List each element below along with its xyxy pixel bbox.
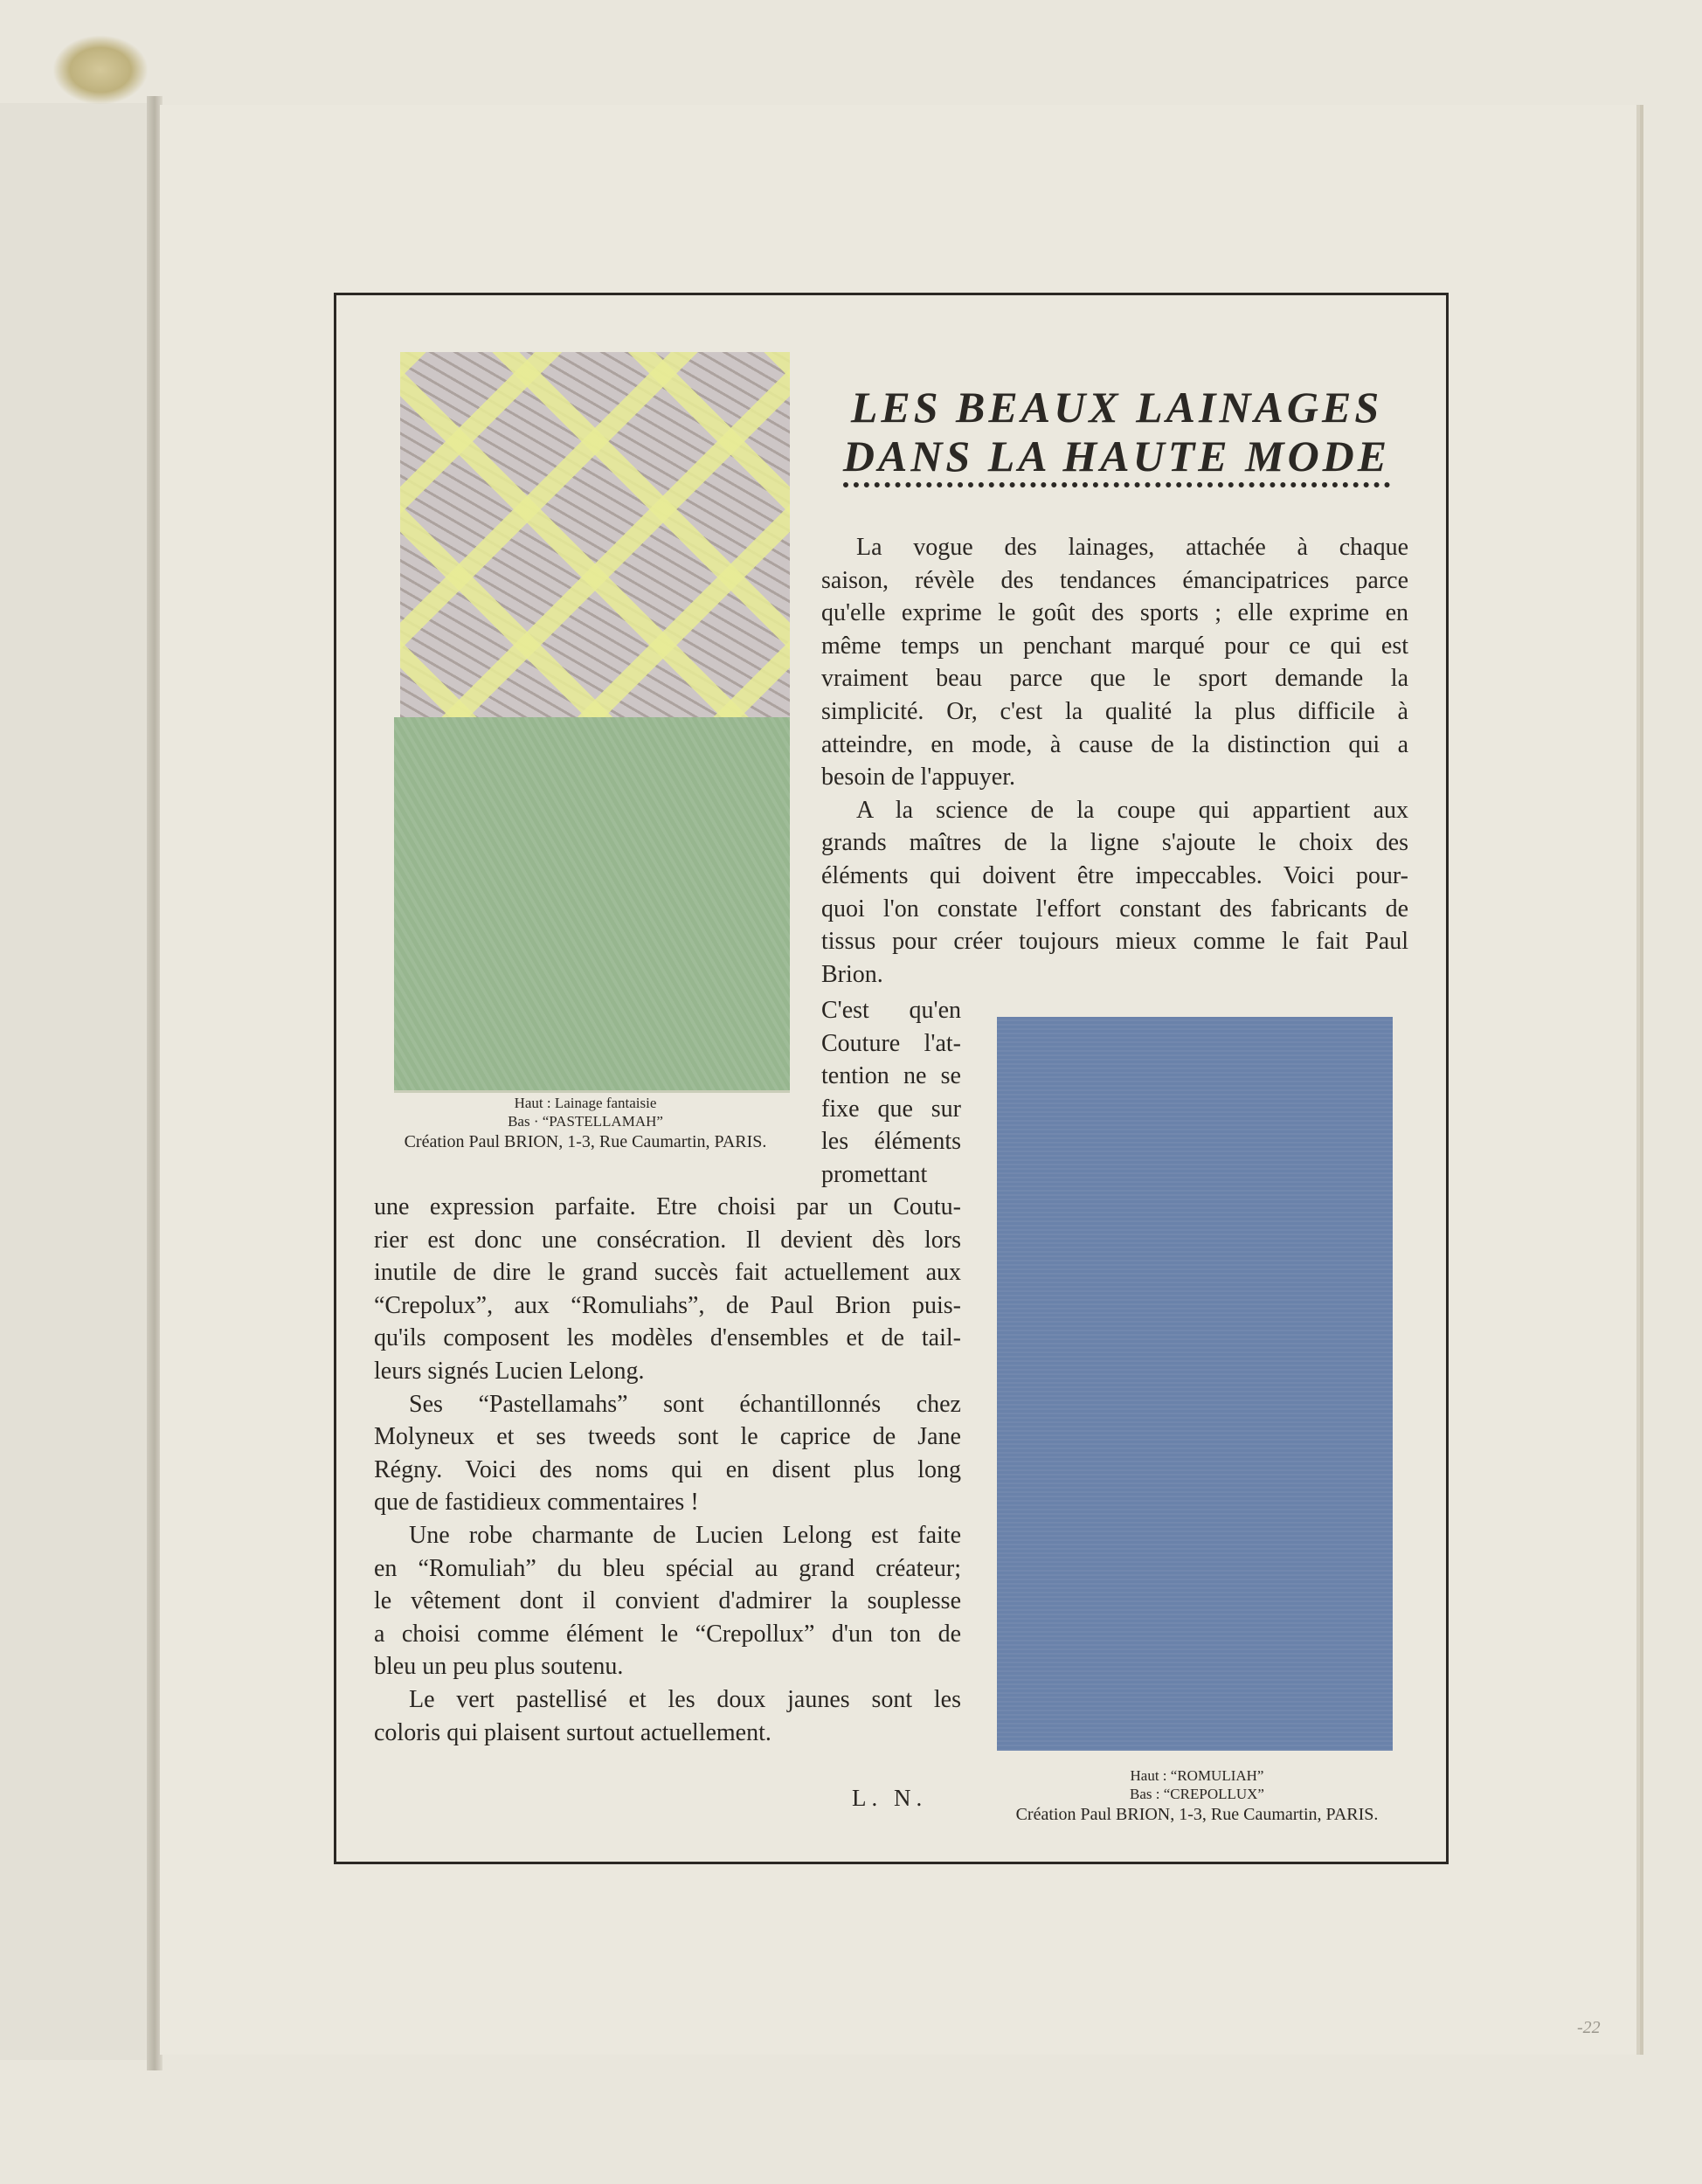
text-line: même temps un penchant marqué pour ce qui est bbox=[821, 632, 1408, 660]
caption-bas: Bas : “CREPOLLUX” bbox=[1130, 1786, 1264, 1802]
author-signature: L. N. bbox=[852, 1785, 928, 1811]
caption-haut: Haut : Lainage fantaisie bbox=[514, 1095, 657, 1111]
fabric-swatch-lainage-fantaisie bbox=[400, 352, 790, 717]
caption-right bbox=[979, 1766, 1415, 1827]
text-line: le vêtement dont il convient d'admirer la souplesse bbox=[374, 1587, 961, 1615]
text-line: éléments qui doivent être impeccables. Voici pour- bbox=[821, 861, 1408, 889]
text-line: inutile de dire le grand succès fait actuellement aux bbox=[374, 1259, 961, 1287]
text-line: atteindre, en mode, à cause de la distinction qui a bbox=[821, 730, 1408, 758]
text-line: Régny. Voici des noms qui en disent plus long bbox=[374, 1455, 961, 1483]
text-line: besoin de l'appuyer. bbox=[821, 764, 1015, 791]
fabric-swatch-pastellamah bbox=[394, 717, 790, 1090]
page-number: -22 bbox=[1577, 2018, 1601, 2037]
caption-bas: Bas · “PASTELLAMAH” bbox=[508, 1113, 663, 1130]
text-line: une expression parfaite. Etre choisi par un Coutu- bbox=[374, 1193, 961, 1220]
binding-thread bbox=[52, 35, 149, 105]
text-line: “Crepolux”, aux “Romuliahs”, de Paul Brion puis- bbox=[374, 1291, 961, 1319]
text-line: saison, révèle des tendances émancipatrices parce bbox=[821, 566, 1408, 594]
caption-haut: Haut : “ROMULIAH” bbox=[1130, 1767, 1264, 1784]
text-line: vraiment beau parce que le sport demande la bbox=[821, 665, 1408, 693]
caption-credit: Création Paul BRION, 1-3, Rue Caumartin, PARIS. bbox=[1015, 1805, 1379, 1824]
text-line: Brion. bbox=[821, 960, 883, 988]
caption-credit: Création Paul BRION, 1-3, Rue Caumartin, PARIS. bbox=[404, 1132, 767, 1151]
caption-left bbox=[376, 1094, 795, 1154]
text-column-right bbox=[821, 531, 1408, 991]
text-line: Couture l'at- bbox=[821, 1029, 961, 1057]
text-line: tissus pour créer toujours mieux comme le fait Paul bbox=[821, 928, 1408, 956]
text-line: grands maîtres de la ligne s'ajoute le choix des bbox=[821, 829, 1408, 857]
text-line: qu'elle exprime le goût des sports ; elle exprime en bbox=[821, 599, 1408, 627]
text-line: en “Romuliah” du bleu spécial au grand créateur; bbox=[374, 1554, 961, 1582]
text-line: Molyneux et ses tweeds sont le caprice de Jane bbox=[374, 1423, 961, 1451]
article-title bbox=[837, 383, 1396, 487]
text-line: tention ne se bbox=[821, 1062, 961, 1090]
title-line-1: LES BEAUX LAINAGES bbox=[850, 383, 1383, 432]
text-line: qu'ils composent les modèles d'ensembles et de tail- bbox=[374, 1324, 961, 1352]
text-line: leurs signés Lucien Lelong. bbox=[374, 1357, 645, 1385]
text-column-narrow bbox=[821, 994, 961, 1192]
text-line: coloris qui plaisent surtout actuellement. bbox=[374, 1718, 771, 1746]
text-line: simplicité. Or, c'est la qualité la plus difficile à bbox=[821, 697, 1408, 725]
title-line-2: DANS LA HAUTE MODE bbox=[843, 432, 1390, 487]
text-line: Ses “Pastellamahs” sont échantillonnés chez bbox=[409, 1390, 961, 1418]
text-line: La vogue des lainages, attachée à chaque bbox=[856, 534, 1408, 561]
text-line: promettant bbox=[821, 1160, 928, 1188]
text-line: bleu un peu plus soutenu. bbox=[374, 1653, 624, 1681]
text-line: A la science de la coupe qui appartient aux bbox=[856, 796, 1408, 824]
text-line: les éléments bbox=[821, 1128, 961, 1156]
text-column-bottom bbox=[374, 1191, 961, 1749]
text-line: que de fastidieux commentaires ! bbox=[374, 1489, 699, 1517]
text-line: quoi l'on constate l'effort constant des fabricants de bbox=[821, 895, 1408, 923]
left-page bbox=[0, 103, 158, 2060]
text-line: rier est donc une consécration. Il devient dès lors bbox=[374, 1226, 961, 1254]
text-line: Une robe charmante de Lucien Lelong est faite bbox=[409, 1521, 961, 1549]
text-line: fixe que sur bbox=[821, 1095, 961, 1123]
text-line: C'est qu'en bbox=[821, 997, 961, 1024]
fabric-swatch-romuliah-crepollux bbox=[997, 1017, 1393, 1751]
text-line: a choisi comme élément le “Crepollux” d'un ton de bbox=[374, 1620, 961, 1648]
text-line: Le vert pastellisé et les doux jaunes sont les bbox=[409, 1685, 961, 1713]
